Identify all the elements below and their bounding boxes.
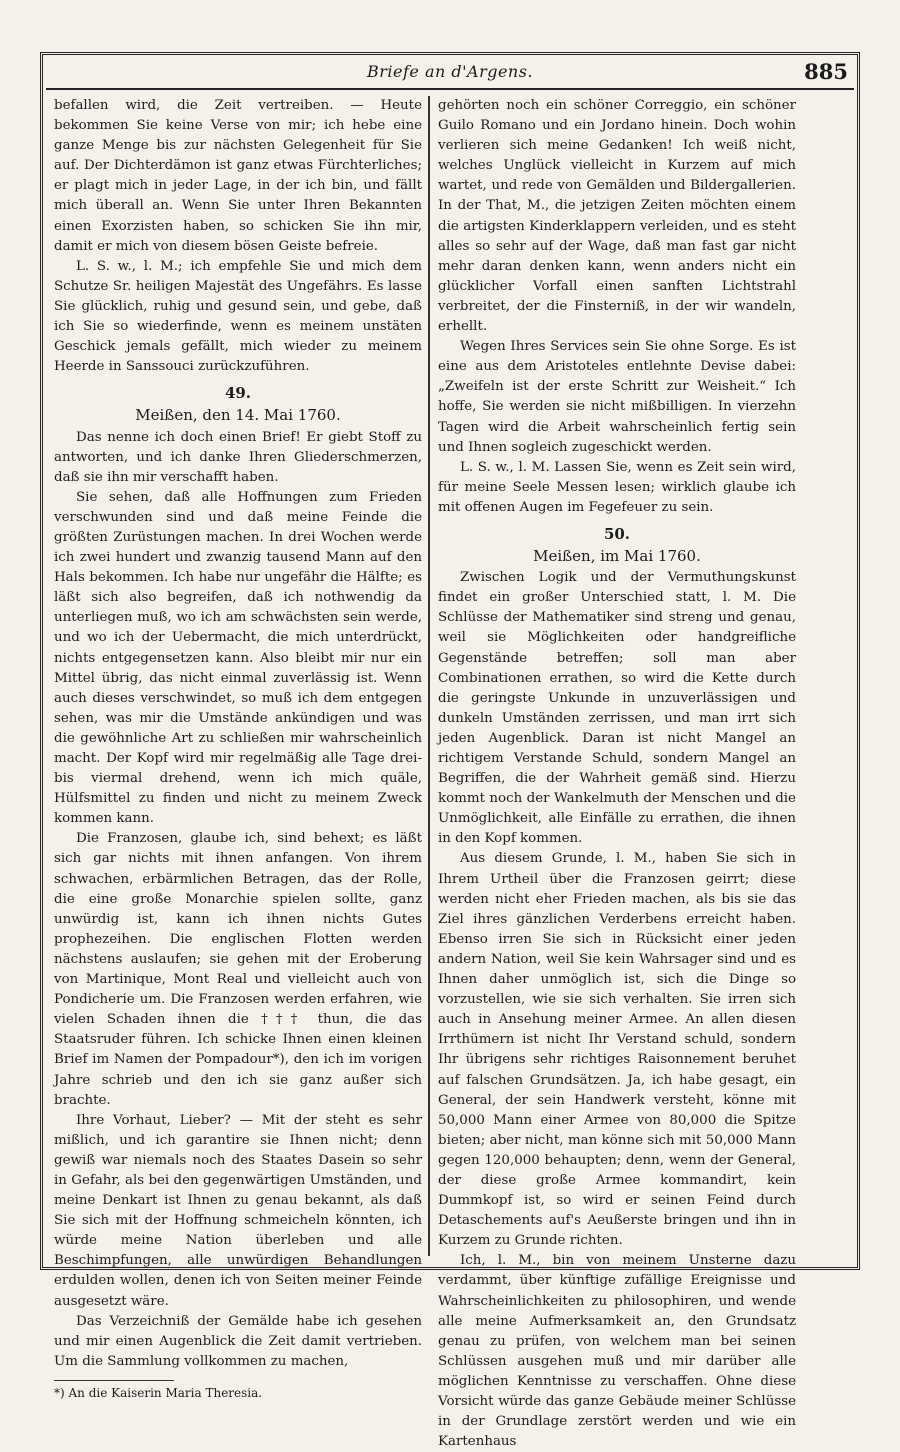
paragraph: L. S. w., l. M.; ich empfehle Sie und mich dem Schutze Sr. heiligen Majestät des Ungefährs. Es lasse Sie glücklich, ruhig und gesund sein, und gebe, daß ich Sie so wiederfinde, wenn es meinem unstäten Geschick jemals gefällt, mich wieder zu meinem Heerde in Sanssouci zurückzuführen. xyxy=(54,258,422,375)
paragraph: Ich, l. M., bin von meinem Unsterne dazu verdammt, über künftige zufällige Ereignisse und Wahrscheinlichkeiten zu philosophiren, und wende alle meine Aufmerksamkeit an, den Grundsatz genau zu prüfen, von welchem man bei seinen Schlüssen ausgehen muß und mir darüber alle möglichen Kenntnisse zu verschaffen. Ohne diese Vorsicht würde das ganze Gebäude meiner Schlüsse in der Grundlage zerstört werden und wie ein Kartenhaus xyxy=(438,1253,796,1450)
letter-dateline: Meißen, im Mai 1760. xyxy=(533,547,701,566)
paragraph: gehörten noch ein schöner Correggio, ein schöner Guilo Romano und ein Jordano hinein. Doch wohin verlieren sich meine Gedanken! Ich weiß nicht, welches Unglück vielleicht in Kurzem auf mich wartet, und rede von Gemälden und Bildergallerien. In der That, M., die jetzigen Zeiten möchten einem die artigsten Kinderklappern verleiden, und es steht alles so sehr auf der Wage, daß man fast gar nicht mehr daran denken kann, wenn anders nicht ein glücklicher Vorfall einen sanften Lichtstrahl verbreitet, der die Finsterniß, in der wir wandeln, erhellt. xyxy=(438,98,796,335)
paragraph: Aus diesem Grunde, l. M., haben Sie sich in Ihrem Urtheil über die Franzosen geirrt; diese werden nicht eher Frieden machen, als bis sie das Ziel ihres gänzlichen Verderbens erreicht haben. Ebenso irren Sie sich in Rücksicht einer jeden andern Nation, weil Sie kein Wahrsager sind und es Ihnen daher unmöglich ist, sich die Dinge so vorzustellen, wie sie sich verhalten. Sie irren sich auch in Ansehung meiner Armee. An allen diesen Irrthümern ist nicht Ihr Verstand schuld, sondern Ihr übrigens sehr richtiges Raisonnement beruhet auf falschen Grundsätzen. Ja, ich habe gesagt, ein General, der sein Handwerk versteht, könne mit 50,000 Mann einer Armee von 80,000 die Spitze bieten; aber nicht, man könne sich mit 50,000 Mann gegen 120,000 behaupten; denn, wenn der General, der diese große Armee kommandirt, kein Dummkopf ist, so wird er seinen Feind durch Detaschements auf's Aeußerste bringen und ihn in Kurzem zu Grunde richten. xyxy=(438,851,796,1249)
running-title: Briefe an d'Argens. xyxy=(366,62,534,81)
letter-number: 49. xyxy=(224,384,252,403)
letter-dateline: Meißen, den 14. Mai 1760. xyxy=(135,406,341,425)
paragraph: Das Verzeichniß der Gemälde habe ich gesehen und mir einen Augenblick die Zeit damit vertrieben. Um die Sammlung vollkommen zu machen, xyxy=(54,1313,422,1369)
left-column xyxy=(54,96,422,1400)
column-divider xyxy=(428,96,430,1256)
paragraph: Die Franzosen, glaube ich, sind behext; es läßt sich gar nichts mit ihnen anfangen. Von ihrem schwachen, erbärmlichen Betragen, das der Rolle, die eine große Monarchie spielen sollte, ganz unwürdig ist, kann ich ihnen nichts Gutes prophezeihen. Die englischen Flotten werden nächstens auslaufen; sie gehen mit der Eroberung von Martinique, Mont Real und vielleicht auch von Pondicherie um. Die Franzosen werden erfahren, wie vielen Schaden ihnen die ††† thun, die das Staatsruder führen. Ich schicke Ihnen einen kleinen Brief im Namen der Pompadour*), den ich im vorigen Jahre schrieb und den ich sie ganz außer sich brachte. xyxy=(54,831,422,1108)
paragraph: Sie sehen, daß alle Hoffnungen zum Frieden verschwunden sind und daß meine Feinde die größten Zurüstungen machen. In drei Wochen werde ich zwei hundert und zwanzig tausend Mann auf den Hals bekommen. Ich habe nur ungefähr die Hälfte; es läßt sich also begreifen, daß ich nothwendig da unterliegen muß, wo ich am schwächsten sein werde, und wo ich der Uebermacht, die mich unterdrückt, nichts entgegensetzen kann. Also bleibt mir nur ein Mittel übrig, das nicht einmal zuverlässig ist. Wenn auch dieses verschwindet, so muß ich dem entgegen sehen, was mir die Umstände ankündigen und was die gewöhnliche Art zu schließen mir wahrscheinlich macht. Der Kopf wird mir regelmäßig alle Tage drei- bis viermal drehend, wenn ich mich quäle, Hülfsmittel zu finden und nicht zu meinem Zweck kommen kann. xyxy=(54,489,422,827)
paragraph: L. S. w., l. M. Lassen Sie, wenn es Zeit sein wird, für meine Seele Messen lesen; wirklich glaube ich mit offenen Augen im Fegefeuer zu sein. xyxy=(438,459,796,515)
letter-number: 50. xyxy=(603,524,631,543)
footnote-rule xyxy=(54,1380,174,1381)
paragraph: Ihre Vorhaut, Lieber? — Mit der steht es sehr mißlich, und ich garantire sie Ihnen nicht; denn gewiß war niemals noch des Staates Dasein so sehr in Gefahr, als bei den gegenwärtigen Umständen, und meine Denkart ist Ihnen zu genau bekannt, als daß Sie sich mit der Hoffnung schmeicheln könnten, ich würde meine Nation überleben und alle Beschimpfungen, alle unwürdigen Behandlungen erdulden wollen, denen ich von Seiten meiner Feinde ausgesetzt wäre. xyxy=(54,1112,422,1309)
footnote: *) An die Kaiserin Maria Theresia. xyxy=(54,1385,263,1400)
paragraph: Das nenne ich doch einen Brief! Er giebt Stoff zu antworten, und ich danke Ihren Gliederschmerzen, daß sie ihn mir verschafft haben. xyxy=(54,429,422,485)
paragraph: befallen wird, die Zeit vertreiben. — Heute bekommen Sie keine Verse von mir; ich hebe eine ganze Menge bis zur nächsten Gelegenheit für Sie auf. Der Dichterdämon ist ganz etwas Fürchterliches; er plagt mich in jeder Lage, in der ich bin, und fällt mich überall an. Wenn Sie unter Ihren Bekannten einen Exorzisten haben, so schicken Sie ihn mir, damit er mich von diesem bösen Geiste befreie. xyxy=(54,98,422,254)
page-header xyxy=(46,58,854,90)
right-column xyxy=(438,96,796,1450)
paragraph: Zwischen Logik und der Vermuthungskunst findet ein großer Unterschied statt, l. M. Die Schlüsse der Mathematiker sind streng und genau, weil sie Möglichkeiten oder handgreifliche Gegenstände betreffen; soll man aber Combinationen errathen, so wird die Kette durch die geringste Unkunde in unzuverlässigen und dunkeln Umständen zerrissen, und man irrt sich jeden Augenblick. Daran ist nicht Mangel an richtigem Verstande Schuld, sondern Mangel an Begriffen, die der Wahrheit gemäß sind. Hierzu kommt noch der Wankelmuth der Menschen und die Unmöglichkeit, alle Einfälle zu errathen, die ihnen in den Kopf kommen. xyxy=(438,570,796,847)
paragraph: Wegen Ihres Services sein Sie ohne Sorge. Es ist eine aus dem Aristoteles entlehnte Devise dabei: „Zweifeln ist der erste Schritt zur Weisheit.“ Ich hoffe, Sie werden sie nicht mißbilligen. In vierzehn Tagen wird die Arbeit wahrscheinlich fertig sein und Ihnen sogleich zugeschickt werden. xyxy=(438,339,796,455)
page-number: 885 xyxy=(804,59,848,84)
